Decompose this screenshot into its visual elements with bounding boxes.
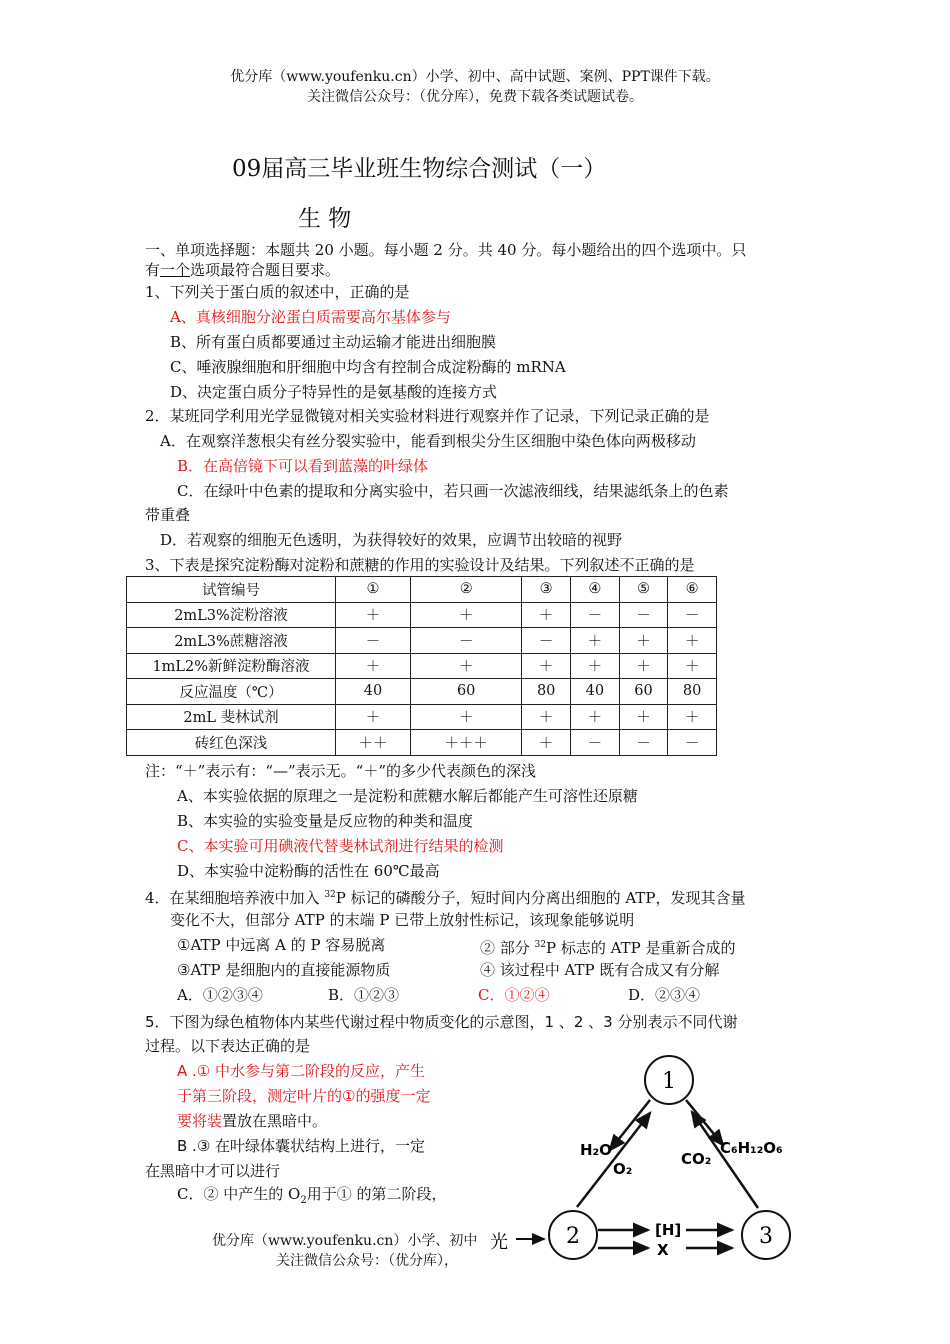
- q5-option-a-line-2: 于第三阶段，测定叶片的①的强度一定: [177, 1087, 431, 1105]
- node-2-label: 2: [566, 1224, 580, 1249]
- q4-statement-3: ③ATP 是细胞内的直接能源物质: [177, 961, 391, 979]
- table-cell: ＋: [411, 602, 522, 628]
- table-cell: －: [668, 730, 717, 756]
- table-header-cell: ①: [336, 577, 411, 603]
- table-cell: 60: [619, 679, 668, 705]
- table-cell: ＋: [571, 628, 620, 654]
- table-header-row: [127, 577, 717, 603]
- footer-line-1: 优分库（www.youfenku.cn）小学、初中: [212, 1233, 478, 1249]
- q3-option-c: C、本实验可用碘液代替斐林试剂进行结果的检测: [177, 837, 504, 855]
- table-row: [127, 628, 717, 654]
- table-cell: ＋: [571, 704, 620, 730]
- table-cell: －: [619, 602, 668, 628]
- q4-stem-line-1: 4．在某细胞培养液中加入 $^{32}$P 标记的磷酸分子，短时间内分离出细胞的 ATP，发现其含量: [145, 889, 746, 907]
- table-cell: ＋: [571, 653, 620, 679]
- q2-option-d: D．若观察的细胞无色透明，为获得较好的效果，应调节出较暗的视野: [160, 531, 623, 549]
- table-cell: －: [571, 730, 620, 756]
- q3-note: 注：“＋”表示有：“—”表示无。“＋”的多少代表颜色的深浅: [145, 762, 537, 780]
- q1-option-d: D、决定蛋白质分子特异性的是氨基酸的连接方式: [170, 383, 498, 401]
- table-header-cell: ③: [522, 577, 571, 603]
- h-label: [H]: [655, 1221, 682, 1239]
- table-cell: ＋＋＋: [411, 730, 522, 756]
- o2-label: O₂: [613, 1160, 633, 1178]
- table-cell: ＋: [668, 628, 717, 654]
- q3-option-d: D、本实验中淀粉酶的活性在 60℃最高: [177, 862, 440, 880]
- q4-option-d: D．②③④: [628, 986, 701, 1004]
- table-cell: ＋: [336, 704, 411, 730]
- table-cell: ＋: [522, 653, 571, 679]
- table-cell: 40: [336, 679, 411, 705]
- x-label: X: [657, 1241, 669, 1259]
- table-row: [127, 602, 717, 628]
- table-header-cell: ④: [571, 577, 620, 603]
- q5-stem-line-1: 5．下图为绿色植物体内某些代谢过程中物质变化的示意图，1 、2 、3 分别表示不同代谢: [145, 1013, 738, 1031]
- q4-statement-1: ①ATP 中远离 A 的 P 容易脱离: [177, 936, 386, 954]
- table-cell: 1mL2%新鲜淀粉酶溶液: [127, 653, 336, 679]
- node-3-label: 3: [759, 1224, 773, 1249]
- table-header-cell: 试管编号: [127, 577, 336, 603]
- table-row: [127, 679, 717, 705]
- table-cell: ＋＋: [336, 730, 411, 756]
- table-cell: ＋: [411, 653, 522, 679]
- q5-option-b-line-1: B .③ 在叶绿体囊状结构上进行，一定: [177, 1137, 426, 1155]
- table-cell: ＋: [619, 653, 668, 679]
- co2-label: CO₂: [681, 1150, 712, 1168]
- table-cell: 2mL3%蔗糖溶液: [127, 628, 336, 654]
- q4-option-a: A．①②③④: [177, 986, 263, 1004]
- table-cell: －: [411, 628, 522, 654]
- metabolism-diagram: [480, 1050, 800, 1270]
- q4-option-c: C．①②④: [478, 986, 550, 1004]
- table-cell: ＋: [522, 730, 571, 756]
- q2-stem: 2．某班同学利用光学显微镜对相关实验材料进行观察并作了记录，下列记录正确的是: [145, 407, 710, 425]
- arrow-1-to-h2o: [610, 1100, 650, 1150]
- table-cell: －: [619, 730, 668, 756]
- arrow-1-to-co2: [686, 1100, 723, 1145]
- table-header-cell: ⑥: [668, 577, 717, 603]
- table-row: [127, 730, 717, 756]
- q4-statement-4: ④ 该过程中 ATP 既有合成又有分解: [480, 961, 720, 979]
- section-intro-line-2: 有一个选项最符合题目要求。: [145, 261, 341, 279]
- q5-option-b-line-2: 在黑暗中才可以进行: [145, 1162, 281, 1180]
- table-cell: ＋: [619, 704, 668, 730]
- q3-stem: 3、下表是探究淀粉酶对淀粉和蔗糖的作用的实验设计及结果。下列叙述不正确的是: [145, 556, 695, 574]
- table-cell: ＋: [522, 602, 571, 628]
- q2-option-a: A．在观察洋葱根尖有丝分裂实验中，能看到根尖分生区细胞中染色体向两极移动: [160, 432, 696, 450]
- q4-option-b: B．①②③: [328, 986, 400, 1004]
- table-cell: ＋: [522, 704, 571, 730]
- light-label: 光: [490, 1232, 508, 1253]
- h2o-label: H₂O: [580, 1141, 612, 1159]
- q3-option-b: B、本实验的实验变量是反应物的种类和温度: [177, 812, 474, 830]
- glucose-label: C₆H₁₂O₆: [720, 1139, 783, 1157]
- table-header-cell: ⑤: [619, 577, 668, 603]
- table-row: [127, 653, 717, 679]
- q1-stem: 1、下列关于蛋白质的叙述中，正确的是: [145, 283, 410, 301]
- subject-title: 生 物: [298, 206, 352, 232]
- q2-option-b: B．在高倍镜下可以看到蓝藻的叶绿体: [177, 457, 429, 475]
- table-cell: ＋: [619, 628, 668, 654]
- header-line-1: 优分库（www.youfenku.cn）小学、初中、高中试题、案例、PPT课件下载。: [230, 69, 720, 85]
- q4-statement-2: ② 部分 $^{32}$P 标志的 ATP 是重新合成的: [480, 939, 736, 957]
- q1-option-b: B、所有蛋白质都要通过主动运输才能进出细胞膜: [170, 333, 497, 351]
- q1-option-c: C、唾液腺细胞和肝细胞中均含有控制合成淀粉酶的 mRNA: [170, 358, 566, 376]
- table-header-cell: ②: [411, 577, 522, 603]
- q4-stem-line-2: 变化不大，但部分 ATP 的末端 P 已带上放射性标记，该现象能够说明: [170, 911, 635, 929]
- table-cell: ＋: [668, 653, 717, 679]
- page-title: 09届高三毕业班生物综合测试（一）: [232, 156, 607, 182]
- table-cell: －: [522, 628, 571, 654]
- table-cell: －: [336, 628, 411, 654]
- table-cell: ＋: [668, 704, 717, 730]
- table-row: [127, 704, 717, 730]
- table-cell: －: [668, 602, 717, 628]
- q5-stem-line-2: 过程。以下表达正确的是: [145, 1037, 311, 1055]
- table-cell: 80: [522, 679, 571, 705]
- table-cell: 反应温度（℃）: [127, 679, 336, 705]
- q3-option-a: A、本实验依据的原理之一是淀粉和蔗糖水解后都能产生可溶性还原糖: [177, 787, 638, 805]
- q2-option-c-line-2: 带重叠: [145, 506, 191, 524]
- q1-option-a: A、真核细胞分泌蛋白质需要高尔基体参与: [170, 308, 451, 326]
- section-intro-line-1: 一、单项选择题：本题共 20 小题。每小题 2 分。共 40 分。每小题给出的四个选项中。只: [145, 241, 747, 259]
- table-cell: －: [571, 602, 620, 628]
- table-cell: 80: [668, 679, 717, 705]
- table-cell: 2mL3%淀粉溶液: [127, 602, 336, 628]
- table-cell: 60: [411, 679, 522, 705]
- q5-option-a-line-1: A .① 中水参与第二阶段的反应，产生: [177, 1062, 426, 1080]
- q2-option-c-line-1: C．在绿叶中色素的提取和分离实验中，若只画一次滤液细线，结果滤纸条上的色素: [177, 482, 729, 500]
- footer-line-2: 关注微信公众号：（优分库），: [276, 1253, 458, 1269]
- experiment-table: [126, 576, 717, 756]
- table-cell: 2mL 斐林试剂: [127, 704, 336, 730]
- node-1-label: 1: [662, 1069, 676, 1094]
- header-line-2: 关注微信公众号：（优分库），免费下载各类试题试卷。: [307, 89, 643, 105]
- table-cell: 砖红色深浅: [127, 730, 336, 756]
- table-cell: 40: [571, 679, 620, 705]
- table-cell: ＋: [336, 653, 411, 679]
- table-cell: ＋: [411, 704, 522, 730]
- q5-option-a-line-3: 要将装置放在黑暗中。: [177, 1112, 328, 1130]
- q5-option-c-line-1: C．② 中产生的 $O_2$用于① 的第二阶段，: [177, 1185, 447, 1206]
- table-cell: ＋: [336, 602, 411, 628]
